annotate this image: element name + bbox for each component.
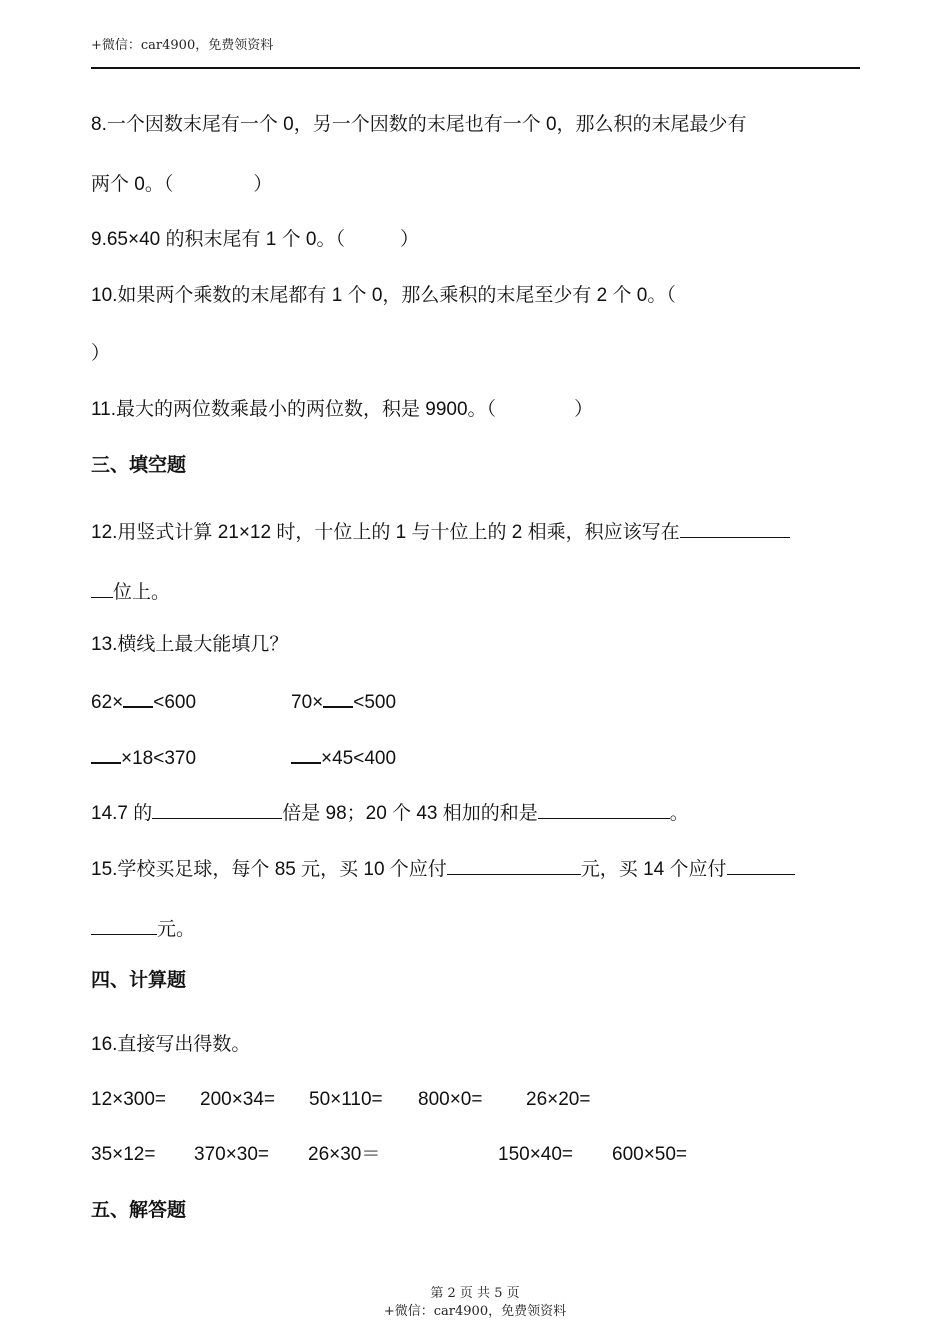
question-15-line1 [91, 855, 795, 882]
calc-item: 35×12= [91, 1144, 156, 1165]
question-8-line2 [91, 173, 272, 197]
answer-blank[interactable] [91, 915, 157, 935]
answer-blank[interactable] [152, 799, 282, 819]
close-paren: ） [399, 229, 419, 250]
answer-blank[interactable] [538, 799, 670, 819]
calc-item: 50×110= [309, 1089, 383, 1110]
header-wechat-text: +微信：car4900，免费领资料 [91, 38, 274, 53]
close-paren: ） [574, 399, 594, 420]
question-15-line2 [91, 915, 195, 942]
q13-item-1-left: 62× [91, 692, 124, 713]
calc-item: 12×300= [91, 1089, 167, 1110]
question-15-text-a: 15.学校买足球，每个 85 元，买 10 个应付 [91, 859, 447, 880]
answer-blank[interactable] [727, 855, 795, 875]
question-12-text-end: 位上。 [113, 582, 171, 603]
calc-item: 370×30= [194, 1144, 270, 1165]
question-14 [91, 799, 689, 826]
calc-item: 600×50= [612, 1144, 688, 1165]
question-8-text: 两个 0。（ [91, 174, 174, 195]
question-14-text-c: 。 [669, 803, 689, 824]
question-12-text: 12.用竖式计算 21×12 时，十位上的 1 与十位上的 2 相乘，积应该写在 [91, 522, 680, 543]
answer-blank[interactable] [680, 518, 790, 538]
question-11 [91, 398, 593, 422]
q13-item-1-right: <600 [153, 692, 197, 713]
page-number: 第 2 页 共 5 页 [430, 1286, 520, 1301]
question-9 [91, 228, 419, 252]
calc-item: 800×0= [418, 1089, 483, 1110]
close-paren: ） [253, 174, 273, 195]
question-15-text-end: 元。 [157, 919, 196, 940]
question-16-title: 16.直接写出得数。 [91, 1034, 251, 1055]
answer-blank[interactable] [323, 688, 353, 708]
footer-wechat-text: +微信：car4900，免费领资料 [383, 1304, 567, 1319]
q13-item-2 [291, 688, 396, 715]
q13-item-4 [291, 744, 396, 771]
question-9-text: 9.65×40 的积末尾有 1 个 0。（ [91, 229, 345, 250]
question-14-text-b: 倍是 98；20 个 43 相加的和是 [282, 803, 538, 824]
q13-item-2-right: <500 [353, 692, 397, 713]
answer-blank[interactable] [291, 744, 321, 764]
answer-blank[interactable] [447, 855, 581, 875]
section-4-title: 四、计算题 [91, 970, 187, 991]
answer-blank[interactable] [123, 688, 153, 708]
calc-item: 26×30＝ [308, 1144, 381, 1165]
answer-blank[interactable] [91, 578, 113, 598]
q13-item-4-text: ×45<400 [321, 748, 397, 769]
section-3-title: 三、填空题 [91, 455, 187, 476]
q13-item-3 [91, 744, 196, 771]
question-15-text-b: 元，买 14 个应付 [580, 859, 727, 880]
calc-item: 200×34= [200, 1089, 276, 1110]
question-10-line1: 10.如果两个乘数的末尾都有 1 个 0，那么乘积的末尾至少有 2 个 0。（ [91, 285, 676, 306]
question-10-line2: ） [91, 343, 111, 364]
question-11-text: 11.最大的两位数乘最小的两位数，积是 9900。（ [91, 399, 497, 420]
question-12-line2 [91, 578, 170, 605]
question-12-line1 [91, 518, 790, 545]
calc-item: 26×20= [526, 1089, 591, 1110]
q13-item-3-text: ×18<370 [121, 748, 197, 769]
header-divider [91, 67, 860, 69]
calc-item: 150×40= [498, 1144, 574, 1165]
q13-item-1 [91, 688, 196, 715]
q13-item-2-left: 70× [291, 692, 324, 713]
answer-blank[interactable] [91, 744, 121, 764]
question-14-text-a: 14.7 的 [91, 803, 153, 824]
question-13-title: 13.横线上最大能填几？ [91, 634, 289, 655]
question-8-line1: 8.一个因数末尾有一个 0，另一个因数的末尾也有一个 0，那么积的末尾最少有 [91, 114, 747, 135]
section-5-title: 五、解答题 [91, 1200, 187, 1221]
